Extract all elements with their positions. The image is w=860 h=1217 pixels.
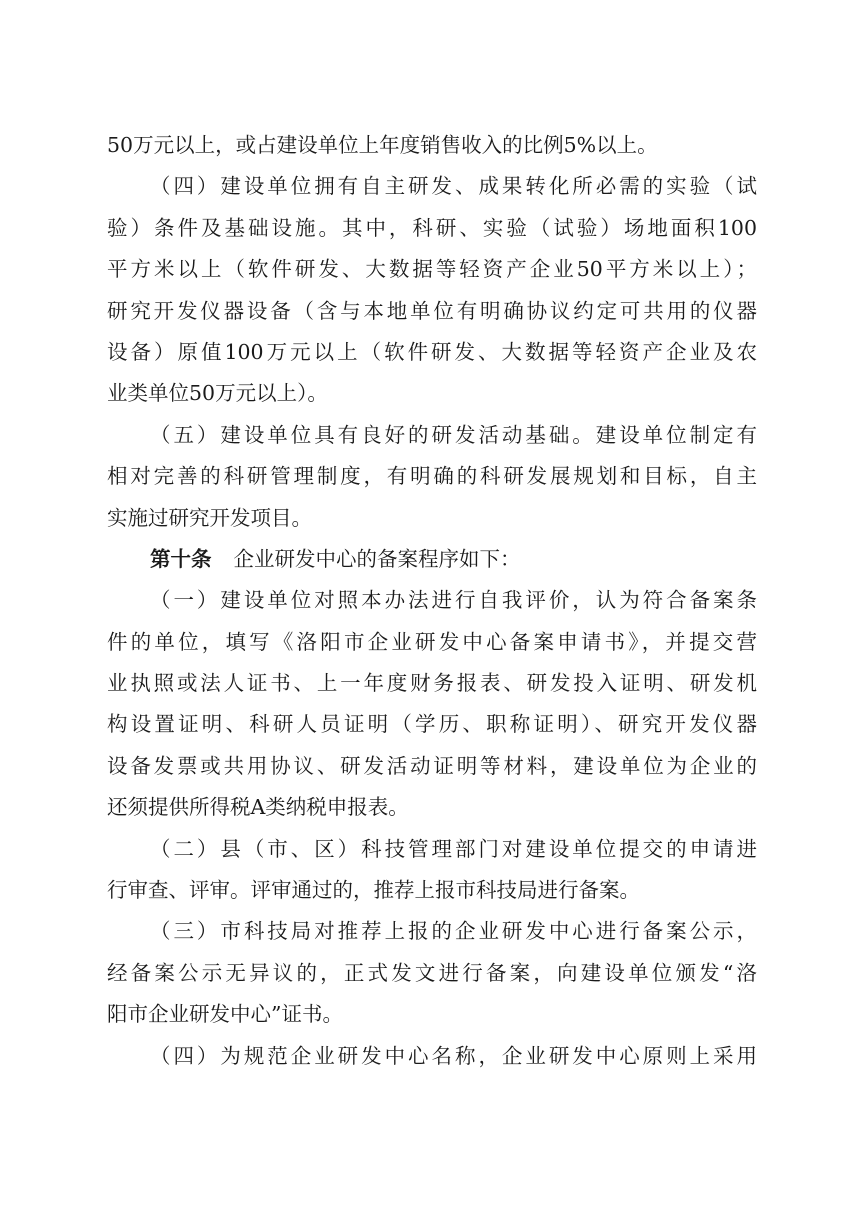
text-line: 行审查、评审。评审通过的，推荐上报市科技局进行备案。 — [107, 878, 640, 903]
text-line: 相对完善的科研管理制度，有明确的科研发展规划和目标，自主 — [107, 464, 757, 489]
text-line: 平方米以上（软件研发、大数据等轻资产企业50平方米以上）； — [107, 257, 757, 282]
article-text: 企业研发中心的备案程序如下： — [233, 546, 521, 571]
text-line: 件的单位，填写《洛阳市企业研发中心备案申请书》，并提交营 — [107, 629, 757, 654]
text-line: 经备案公示无异议的，正式发文进行备案，向建设单位颁发“洛 — [107, 960, 757, 985]
text-line: 业执照或法人证书、上一年度财务报表、研发投入证明、研发机 — [107, 671, 757, 696]
text-line: （二）县（市、区）科技管理部门对建设单位提交的申请进 — [150, 836, 757, 861]
text-line: 设备）原值100万元以上（软件研发、大数据等轻资产企业及农 — [107, 339, 757, 364]
text-line: 验）条件及基础设施。其中，科研、实验（试验）场地面积100 — [107, 215, 757, 240]
document-body — [107, 125, 757, 1077]
text-line: （四）建设单位拥有自主研发、成果转化所必需的实验（试 — [150, 174, 757, 199]
text-line: （五）建设单位具有良好的研发活动基础。建设单位制定有 — [150, 422, 757, 447]
text-line: （三）市科技局对推荐上报的企业研发中心进行备案公示， — [150, 919, 757, 944]
text-line: 研究开发仪器设备（含与本地单位有明确协议约定可共用的仪器 — [107, 298, 757, 323]
text-line: （四）为规范企业研发中心名称，企业研发中心原则上采用 — [150, 1043, 757, 1068]
text-line: 业类单位50万元以上）。 — [107, 381, 328, 406]
text-line: （一）建设单位对照本办法进行自我评价，认为符合备案条 — [150, 588, 757, 613]
text-line: 构设置证明、科研人员证明（学历、职称证明）、研究开发仪器 — [107, 712, 757, 737]
text-line: 阳市企业研发中心”证书。 — [107, 1002, 343, 1027]
text-line: 实施过研究开发项目。 — [107, 505, 312, 530]
text-line: 设备发票或共用协议、研发活动证明等材料，建设单位为企业的 — [107, 753, 757, 778]
text-line: 50万元以上，或占建设单位上年度销售收入的比例5%以上。 — [107, 133, 658, 157]
text-line: 还须提供所得税A类纳税申报表。 — [107, 795, 409, 820]
article-line — [107, 539, 757, 580]
article-label: 第十条 — [150, 546, 212, 571]
